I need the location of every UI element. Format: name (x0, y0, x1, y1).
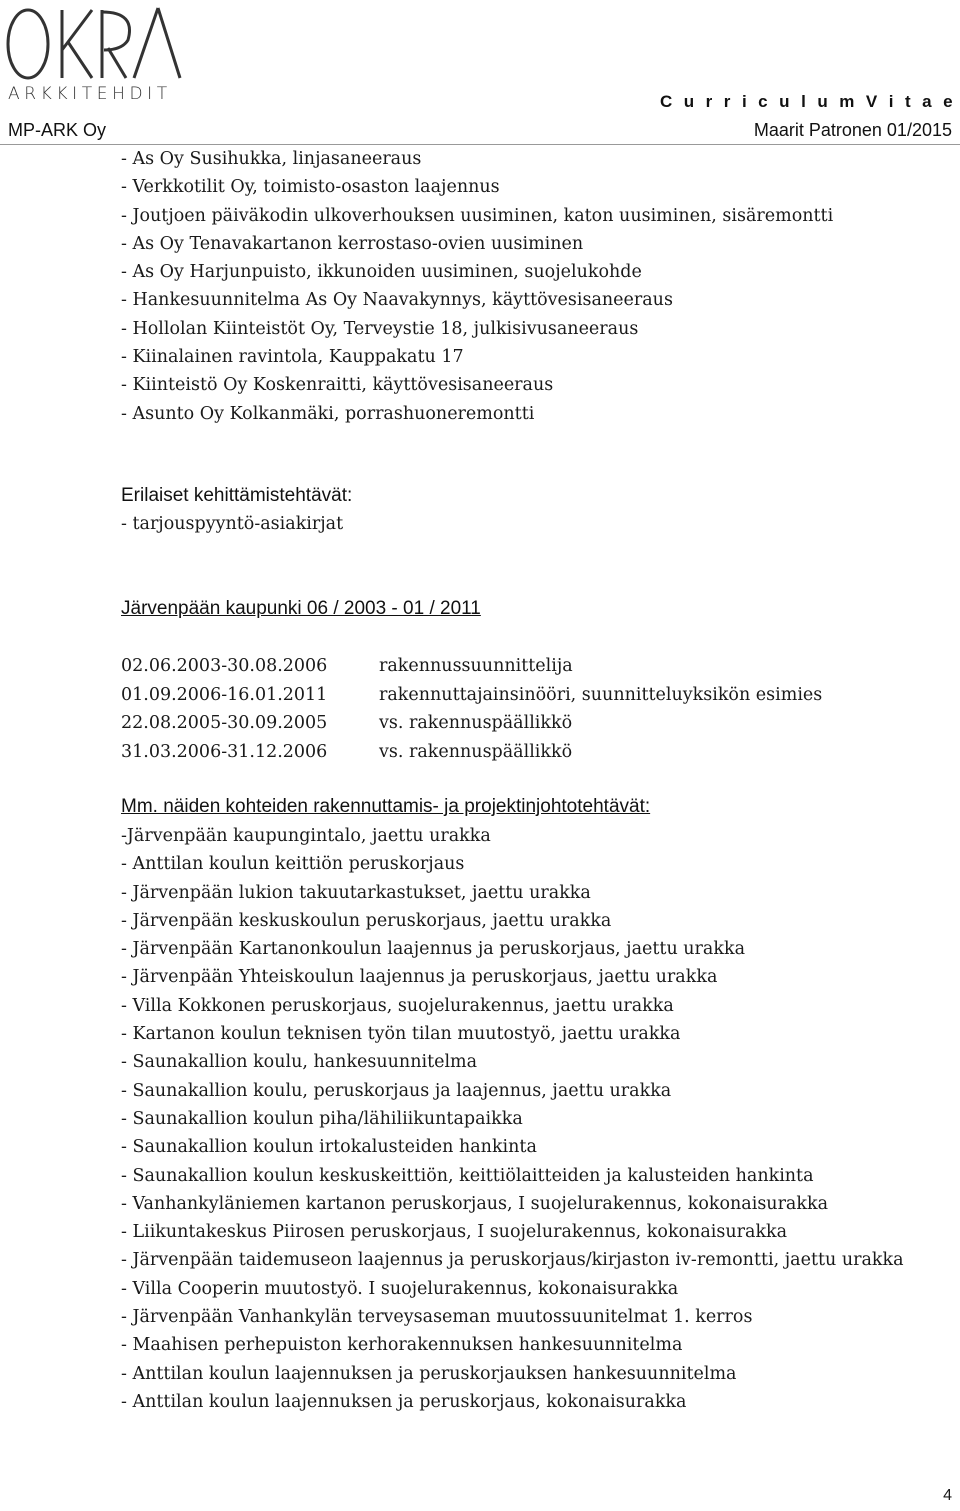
list-item: - Maahisen perhepuiston kerhorakennuksen hankesuunnitelma (121, 1335, 683, 1356)
list-item: - As Oy Susihukka, linjasaneeraus (121, 149, 422, 169)
list-item: - Hollolan Kiinteistöt Oy, Terveystie 18, julkisivusaneeraus (121, 318, 639, 339)
list-item: - Järvenpään Yhteiskoulun laajennus ja peruskorjaus, jaettu urakka (121, 967, 718, 988)
list-item: - Joutjoen päiväkodin ulkoverhouksen uusiminen, katon uusiminen, sisäremontti (121, 205, 834, 226)
list-item: - Saunakallion koulu, hankesuunnitelma (121, 1052, 478, 1073)
employment-table (121, 652, 822, 766)
list-item: - Järvenpään taidemuseon laajennus ja peruskorjaus/kirjaston iv-remontti, jaettu urakka (121, 1250, 904, 1271)
list-item: - As Oy Tenavakartanon kerrostaso-ovien uusiminen (121, 233, 584, 254)
list-item: - Järvenpään Kartanonkoulun laajennus ja peruskorjaus, jaettu urakka (121, 939, 746, 960)
employment-dates: 31.03.2006-31.12.2006 (121, 741, 328, 762)
list-item: - Vanhankyläniemen kartanon peruskorjaus, I suojelurakennus, kokonaisurakka (121, 1193, 829, 1214)
list-item: - Järvenpään lukion takuutarkastukset, jaettu urakka (121, 882, 591, 903)
project-list-main (121, 822, 959, 1416)
list-item: - Saunakallion koulun keskuskeittiön, keittiölaitteiden ja kalusteiden hankinta (121, 1165, 814, 1186)
employer-heading: Järvenpään kaupunki 06 / 2003 - 01 / 2011 (121, 598, 481, 619)
dev-tasks-item: - tarjouspyyntö-asiakirjat (121, 514, 344, 534)
page-number: 4 (943, 1487, 952, 1504)
projects-main-heading: Mm. näiden kohteiden rakennuttamis- ja projektinjohtotehtävät: (121, 796, 651, 817)
list-item: - As Oy Harjunpuisto, ikkunoiden uusiminen, suojelukohde (121, 262, 642, 283)
dev-tasks-heading: Erilaiset kehittämistehtävät: (121, 485, 353, 506)
list-item: - Anttilan koulun keittiön peruskorjaus (121, 854, 465, 875)
employment-dates: 02.06.2003-30.08.2006 (121, 656, 328, 676)
employment-row (121, 652, 822, 681)
list-item: - Liikuntakeskus Piirosen peruskorjaus, I suojelurakennus, kokonaisurakka (121, 1222, 788, 1243)
employment-dates: 22.08.2005-30.09.2005 (121, 713, 328, 734)
employment-row (121, 709, 822, 738)
list-item: - Villa Kokkonen peruskorjaus, suojelurakennus, jaettu urakka (121, 995, 674, 1016)
project-list-top (121, 145, 833, 428)
list-item: - Kiinteistö Oy Koskenraitti, käyttövesisaneeraus (121, 375, 554, 396)
list-item: - Saunakallion koulun piha/lähiliikuntapaikka (121, 1108, 523, 1129)
list-item: - Anttilan koulun laajennuksen ja peruskorjaus, kokonaisurakka (121, 1391, 687, 1412)
list-item: - Verkkotilit Oy, toimisto-osaston laajennus (121, 177, 500, 198)
list-item: - Järvenpään Vanhankylän terveysaseman muutossuunitelmat 1. kerros (121, 1307, 753, 1328)
employment-dates: 01.09.2006-16.01.2011 (121, 684, 328, 705)
list-item: - Saunakallion koulun irtokalusteiden hankinta (121, 1137, 537, 1158)
employment-role: vs. rakennuspäällikkö (379, 713, 573, 734)
list-item: - Saunakallion koulu, peruskorjaus ja laajennus, jaettu urakka (121, 1080, 672, 1101)
list-item: - Hankesuunnitelma As Oy Naavakynnys, käyttövesisaneeraus (121, 290, 673, 311)
employment-row (121, 738, 822, 767)
list-item: - Asunto Oy Kolkanmäki, porrashuoneremontti (121, 403, 535, 424)
list-item: -Järvenpään kaupungintalo, jaettu urakka (121, 826, 491, 846)
employment-role: rakennussuunnittelija (379, 656, 573, 676)
logo-subtext: ARKKITEHDIT (8, 84, 172, 104)
list-item: - Kartanon koulun teknisen työn tilan muutostyö, jaettu urakka (121, 1024, 681, 1045)
list-item: - Anttilan koulun laajennuksen ja peruskorjauksen hankesuunnitelma (121, 1363, 737, 1384)
employment-role: rakennuttajainsinööri, suunnitteluyksikön esimies (379, 684, 823, 705)
company-name: MP-ARK Oy (8, 120, 107, 140)
list-item: - Villa Cooperin muutostyö. I suojelurakennus, kokonaisurakka (121, 1278, 679, 1299)
list-item: - Järvenpään keskuskoulun peruskorjaus, jaettu urakka (121, 910, 612, 931)
list-item: - Kiinalainen ravintola, Kauppakatu 17 (121, 347, 464, 368)
author-date: Maarit Patronen 01/2015 (753, 120, 952, 140)
document-title: C u r r i c u l u m V i t a e (659, 92, 956, 111)
employment-row (121, 681, 822, 710)
employment-role: vs. rakennuspäällikkö (379, 741, 573, 762)
